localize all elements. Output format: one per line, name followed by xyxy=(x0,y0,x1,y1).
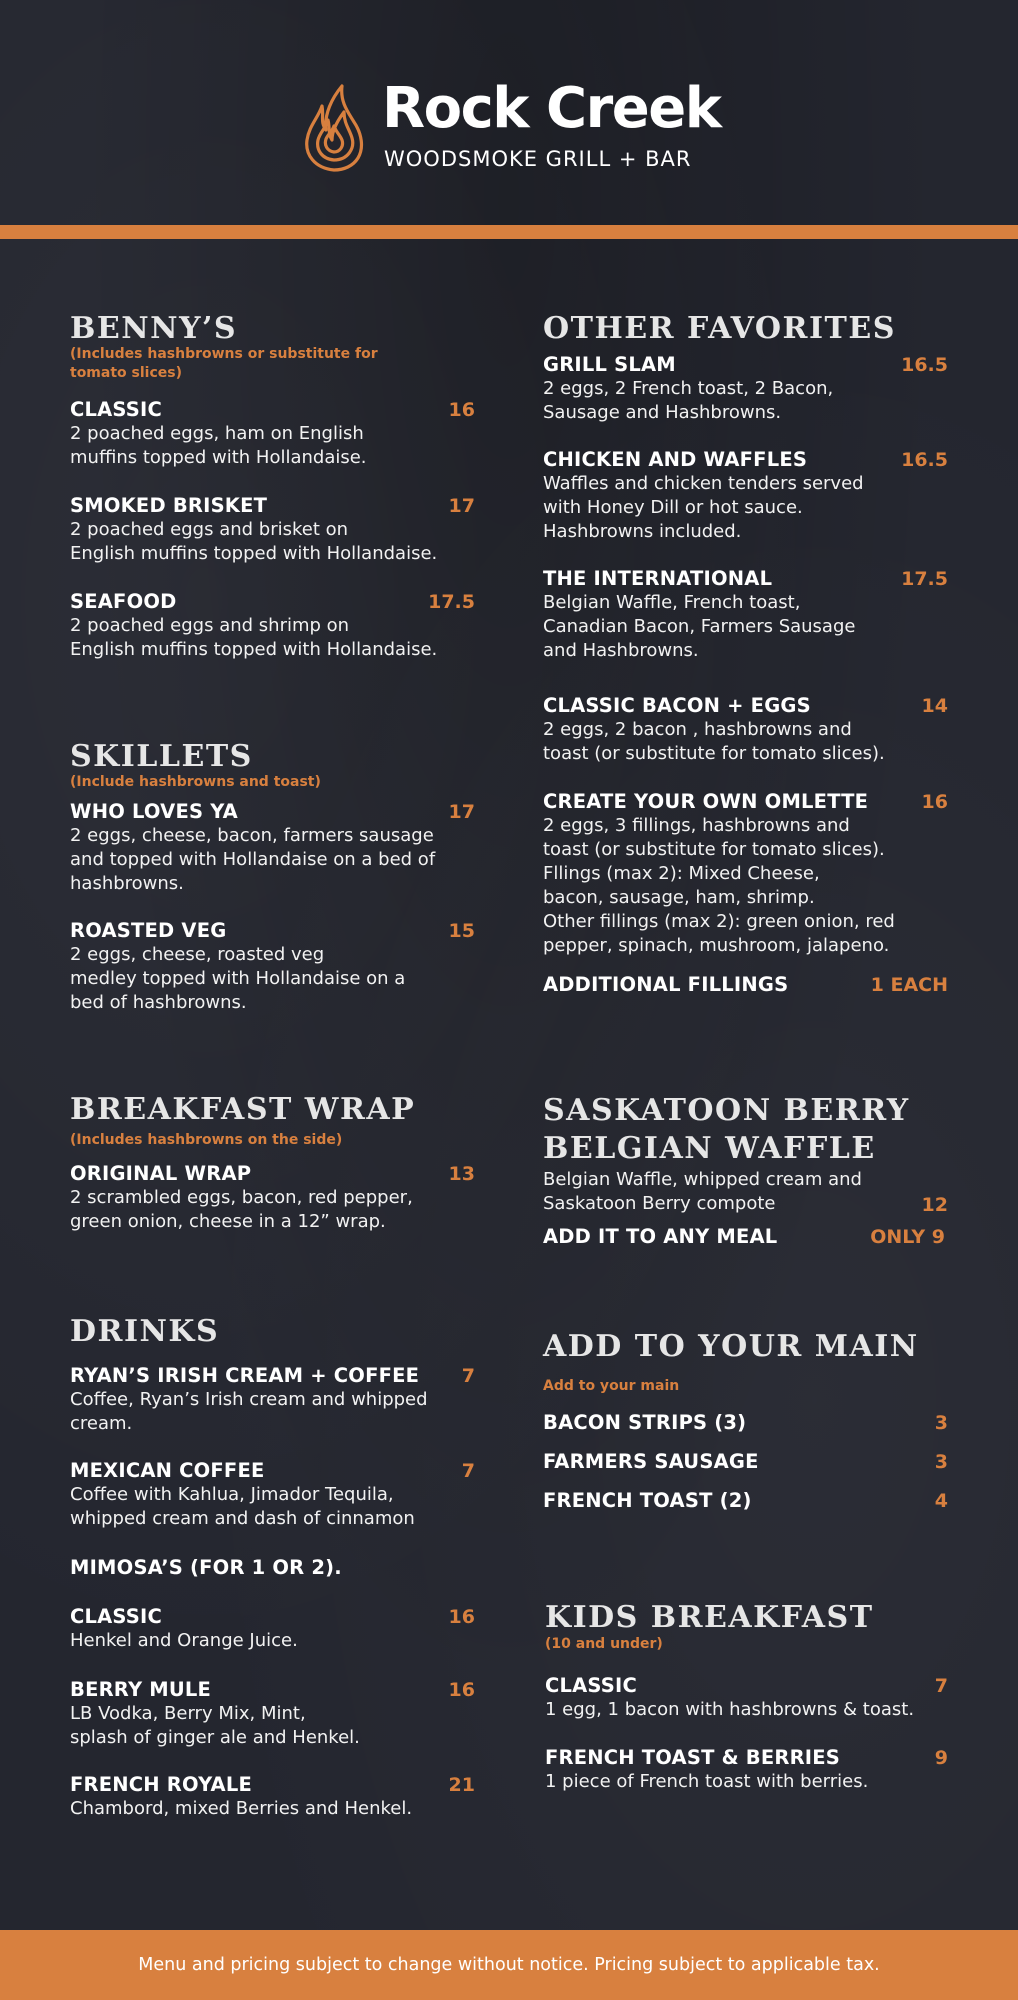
menu-item-price: 17.5 xyxy=(428,591,475,613)
menu-item-name: ADDITIONAL FILLINGS xyxy=(543,973,789,996)
menu-item-description: LB Vodka, Berry Mix, Mint, splash of ginger ale and Henkel. xyxy=(70,1703,360,1748)
brand-logo xyxy=(302,76,722,180)
section-title-other-favorites: OTHER FAVORITES xyxy=(543,311,896,346)
menu-item-name: THE INTERNATIONAL xyxy=(543,567,773,590)
menu-item-description: 2 scrambled eggs, bacon, red pepper, green onion, cheese in a 12” wrap. xyxy=(70,1187,413,1232)
menu-item-name: FARMERS SAUSAGE xyxy=(543,1450,759,1473)
menu-item-description: 1 piece of French toast with berries. xyxy=(545,1771,869,1792)
menu-item-name: CLASSIC xyxy=(70,398,163,421)
section-title-saskatoon-line2: BELGIAN WAFFLE xyxy=(543,1131,876,1166)
menu-item-price: 13 xyxy=(448,1163,475,1185)
brand-tagline: WOODSMOKE GRILL + BAR xyxy=(384,147,692,171)
menu-item-name: CHICKEN AND WAFFLES xyxy=(543,448,808,471)
menu-item-price: 7 xyxy=(934,1675,948,1697)
menu-item-name: GRILL SLAM xyxy=(543,353,676,376)
menu-item-price: 16 xyxy=(921,791,948,813)
section-title-skillets: SKILLETS xyxy=(70,739,253,774)
menu-item-description: Coffee with Kahlua, Jimador Tequila, whipped cream and dash of cinnamon xyxy=(70,1484,415,1529)
menu-item-description: 2 eggs, cheese, bacon, farmers sausage and topped with Hollandaise on a bed of hashbrowns. xyxy=(70,825,436,894)
menu-item-name: BERRY MULE xyxy=(70,1678,212,1701)
menu-item-price: 7 xyxy=(461,1460,475,1482)
menu-item-description: 2 eggs, 2 bacon , hashbrowns and toast (or substitute for tomato slices). xyxy=(543,719,885,764)
brand-name: Rock Creek xyxy=(382,76,721,141)
menu-item-name: CLASSIC xyxy=(70,1605,163,1628)
section-note-bennys: (Includes hashbrowns or substitute for tomato slices) xyxy=(70,346,378,381)
menu-item-price: 17.5 xyxy=(901,568,948,590)
menu-item-description: Belgian Waffle, French toast, Canadian Bacon, Farmers Sausage and Hashbrowns. xyxy=(543,592,856,661)
menu-item-price: 17 xyxy=(448,801,475,823)
menu-item-name: FRENCH TOAST & BERRIES xyxy=(545,1746,841,1769)
footer-disclaimer: Menu and pricing subject to change without notice. Pricing subject to applicable tax. xyxy=(138,1955,880,1975)
mimosa-heading: MIMOSA’S (FOR 1 OR 2). xyxy=(70,1556,342,1579)
menu-item-name: FRENCH TOAST (2) xyxy=(543,1489,752,1512)
menu-item-name: RYAN’S IRISH CREAM + COFFEE xyxy=(70,1364,420,1387)
menu-item-description: 1 egg, 1 bacon with hashbrowns & toast. xyxy=(545,1699,915,1720)
menu-item-description: Chambord, mixed Berries and Henkel. xyxy=(70,1798,413,1819)
section-title-saskatoon-line1: SASKATOON BERRY xyxy=(543,1093,910,1128)
menu-item-description: 2 poached eggs and brisket on English muffins topped with Hollandaise. xyxy=(70,519,438,564)
menu-item-name: CLASSIC BACON + EGGS xyxy=(543,694,811,717)
section-title-drinks: DRINKS xyxy=(70,1314,220,1349)
menu-item-name: CLASSIC xyxy=(545,1674,638,1697)
menu-item-price: 7 xyxy=(461,1365,475,1387)
menu-item-price: 9 xyxy=(934,1747,948,1769)
section-title-breakfast-wrap: BREAKFAST WRAP xyxy=(70,1092,416,1127)
section-note-breakfast-wrap: (Includes hashbrowns on the side) xyxy=(70,1132,343,1148)
menu-item-description: Coffee, Ryan’s Irish cream and whipped cream. xyxy=(70,1389,428,1434)
menu-item-description: Henkel and Orange Juice. xyxy=(70,1630,298,1651)
menu-item-price: 12 xyxy=(921,1194,948,1216)
menu-item-name: CREATE YOUR OWN OMLETTE xyxy=(543,790,869,813)
menu-item-name: ORIGINAL WRAP xyxy=(70,1162,252,1185)
menu-item-name: SEAFOOD xyxy=(70,590,177,613)
menu-item-price: 3 xyxy=(934,1451,948,1473)
header-divider xyxy=(0,225,1018,239)
menu-item-price: 16.5 xyxy=(901,354,948,376)
menu-item-price: 16 xyxy=(448,1606,475,1628)
section-title-add-to-main: ADD TO YOUR MAIN xyxy=(543,1329,919,1364)
section-note-skillets: (Include hashbrowns and toast) xyxy=(70,774,321,790)
menu-item-name: FRENCH ROYALE xyxy=(70,1773,252,1796)
menu-item-description: Waffles and chicken tenders served with Honey Dill or hot sauce. Hashbrowns included. xyxy=(543,473,864,542)
section-title-kids: KIDS BREAKFAST xyxy=(545,1600,874,1635)
menu-item-price: 16.5 xyxy=(901,449,948,471)
header xyxy=(0,0,1018,225)
menu-item-description: 2 poached eggs and shrimp on English muffins topped with Hollandaise. xyxy=(70,615,438,660)
menu-item-description: Belgian Waffle, whipped cream and Saskatoon Berry compote xyxy=(543,1169,862,1214)
menu-item-price: 21 xyxy=(448,1774,475,1796)
menu-item-price: 17 xyxy=(448,495,475,517)
section-note-kids: (10 and under) xyxy=(545,1636,663,1652)
section-note-add-to-main: Add to your main xyxy=(543,1378,680,1394)
footer-bar xyxy=(0,1930,1018,2000)
flame-icon xyxy=(302,82,366,174)
menu-item-description: 2 eggs, cheese, roasted veg medley topped with Hollandaise on a bed of hashbrowns. xyxy=(70,944,406,1013)
section-title-bennys: BENNY’S xyxy=(70,311,238,346)
menu-item-price: 16 xyxy=(448,399,475,421)
menu-item-name: ADD IT TO ANY MEAL xyxy=(543,1225,778,1248)
menu-item-description: 2 eggs, 3 fillings, hashbrowns and toast (or substitute for tomato slices). Fllings (max 2): Mixed Cheese, bacon, sausage, ham, shrimp. Other fillings (max 2): green onion, red pepper, spinach, mushroom, jalapeno. xyxy=(543,815,895,956)
menu-item-price: 3 xyxy=(934,1412,948,1434)
menu-item-price: 1 EACH xyxy=(870,974,948,996)
menu-item-name: BACON STRIPS (3) xyxy=(543,1411,747,1434)
menu-item-price: 15 xyxy=(448,920,475,942)
menu-item-name: MEXICAN COFFEE xyxy=(70,1459,265,1482)
menu-item-name: SMOKED BRISKET xyxy=(70,494,268,517)
menu-item-name: WHO LOVES YA xyxy=(70,800,238,823)
menu-item-price: ONLY 9 xyxy=(870,1226,945,1248)
menu-item-name: ROASTED VEG xyxy=(70,919,227,942)
menu-item-price: 4 xyxy=(934,1490,948,1512)
menu-item-price: 16 xyxy=(448,1679,475,1701)
menu-item-price: 14 xyxy=(921,695,948,717)
menu-item-description: 2 poached eggs, ham on English muffins topped with Hollandaise. xyxy=(70,423,367,468)
menu-item-description: 2 eggs, 2 French toast, 2 Bacon, Sausage and Hashbrowns. xyxy=(543,378,834,423)
